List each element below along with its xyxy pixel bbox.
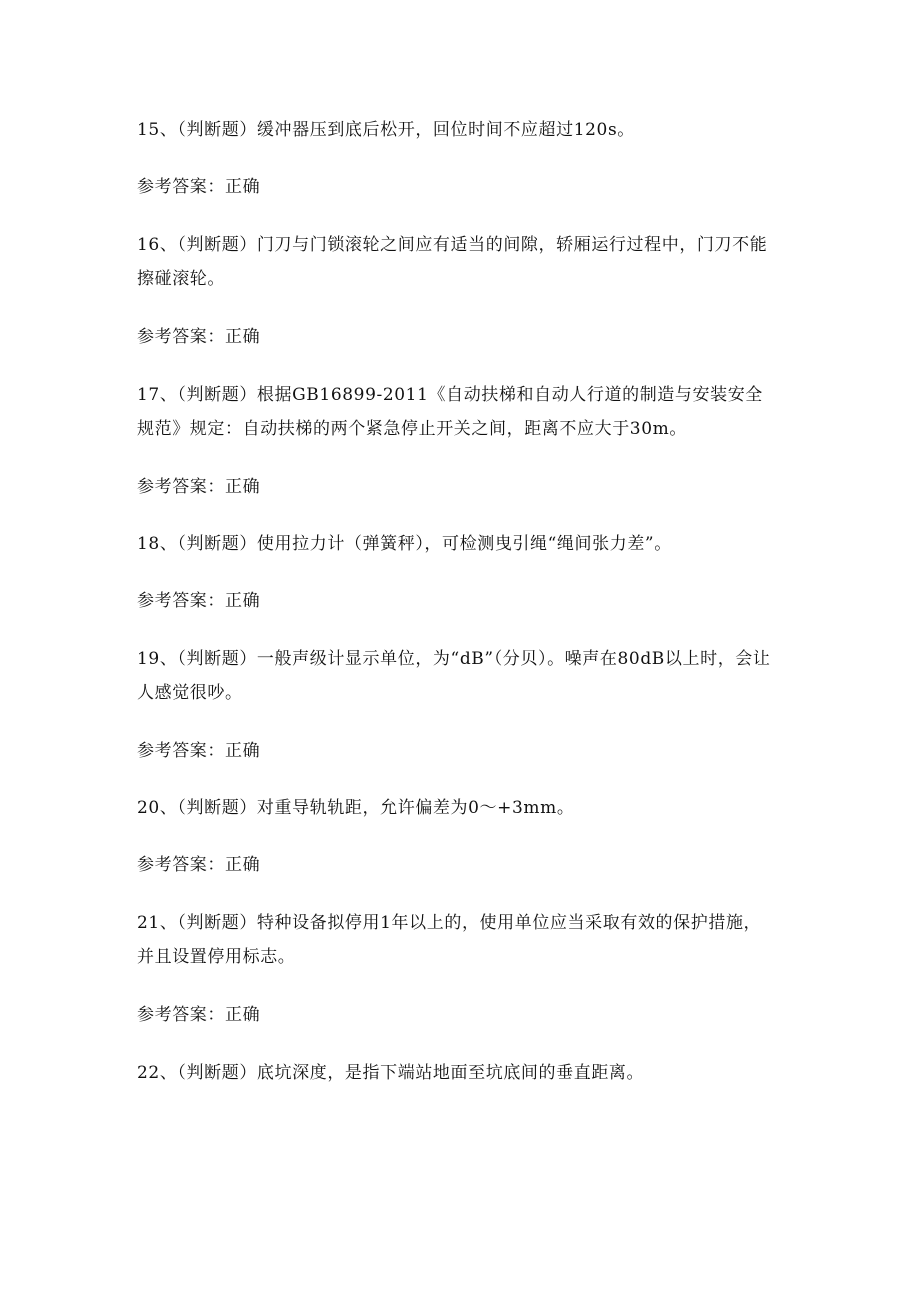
question-16: 16、（判断题）门刀与门锁滚轮之间应有适当的间隙，轿厢运行过程中，门刀不能擦碰滚轮。	[137, 235, 768, 289]
answer-16: 参考答案：正确	[137, 327, 261, 347]
question-22: 22、（判断题）底坑深度，是指下端站地面至坑底间的垂直距离。	[137, 1063, 645, 1083]
answer-19: 参考答案：正确	[137, 741, 261, 761]
answer-17: 参考答案：正确	[137, 477, 261, 497]
answer-18: 参考答案：正确	[137, 591, 261, 611]
question-18: 18、（判断题）使用拉力计（弹簧秤），可检测曳引绳“绳间张力差”。	[137, 534, 672, 554]
question-21: 21、（判断题）特种设备拟停用1年以上的，使用单位应当采取有效的保护措施，并且设置停用标志。	[137, 913, 762, 967]
question-17: 17、（判断题）根据GB16899-2011《自动扶梯和自动人行道的制造与安装安全规范》规定：自动扶梯的两个紧急停止开关之间，距离不应大于30m。	[137, 385, 763, 439]
question-19: 19、（判断题）一般声级计显示单位，为“dB”（分贝）。噪声在80dB以上时，会让人感觉很吵。	[137, 649, 771, 703]
answer-15: 参考答案：正确	[137, 177, 261, 197]
answer-21: 参考答案：正确	[137, 1005, 261, 1025]
question-15: 15、（判断题）缓冲器压到底后松开，回位时间不应超过120s。	[137, 120, 635, 140]
answer-20: 参考答案：正确	[137, 855, 261, 875]
question-20: 20、（判断题）对重导轨轨距，允许偏差为0～+3mm。	[137, 798, 575, 818]
